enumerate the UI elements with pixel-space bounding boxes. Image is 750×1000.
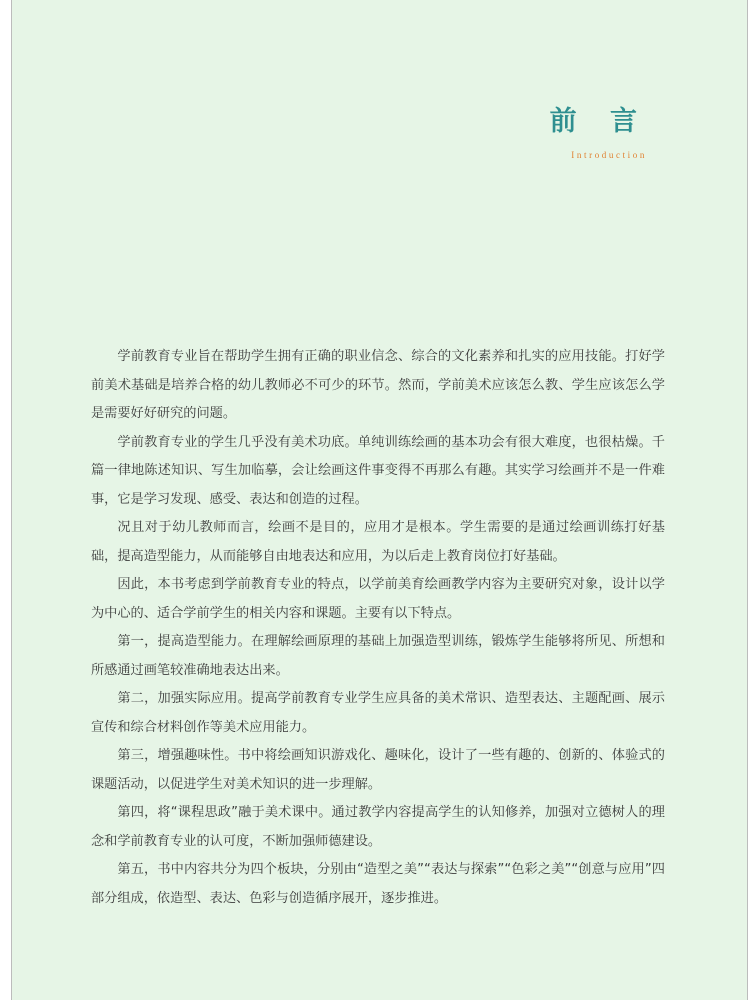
paragraph: 因此，本书考虑到学前教育专业的特点，以学前美育绘画教学内容为主要研究对象，设计以学为中心的、适合学前学生的相关内容和课题。主要有以下特点。 [91, 577, 665, 621]
paragraph: 第四，将“课程思政”融于美术课中。通过教学内容提高学生的认知修养，加强对立德树人的理念和学前教育专业的认可度，不断加强师德建设。 [91, 805, 665, 849]
paragraph: 况且对于幼儿教师而言，绘画不是目的，应用才是根本。学生需要的是通过绘画训练打好基础，提高造型能力，从而能够自由地表达和应用，为以后走上教育岗位打好基础。 [91, 520, 665, 564]
paragraph: 学前教育专业的学生几乎没有美术功底。单纯训练绘画的基本功会有很大难度，也很枯燥。千篇一律地陈述知识、写生加临摹，会让绘画这件事变得不再那么有趣。其实学习绘画并不是一件难事，它是学习发现、感受、表达和创造的过程。 [91, 434, 665, 507]
page-title: 前 言 [549, 106, 649, 137]
paragraph: 学前教育专业旨在帮助学生拥有正确的职业信念、综合的文化素养和扎实的应用技能。打好学前美术基础是培养合格的幼儿教师必不可少的环节。然而，学前美术应该怎么教、学生应该怎么学是需要好好研究的问题。 [91, 349, 665, 421]
document-page [11, 0, 748, 1000]
body-text [91, 343, 665, 913]
paragraph: 第二，加强实际应用。提高学前教育专业学生应具备的美术常识、造型表达、主题配画、展示宣传和综合材料创作等美术应用能力。 [91, 691, 665, 735]
paragraph: 第五，书中内容共分为四个板块，分别由“造型之美”“表达与探索”“色彩之美”“创意与应用”四部分组成，依造型、表达、色彩与创造循序展开，逐步推进。 [91, 862, 665, 906]
page-subtitle: Introduction [571, 150, 647, 160]
paragraph: 第一，提高造型能力。在理解绘画原理的基础上加强造型训练，锻炼学生能够将所见、所想和所感通过画笔较准确地表达出来。 [91, 634, 665, 678]
paragraph: 第三，增强趣味性。书中将绘画知识游戏化、趣味化，设计了一些有趣的、创新的、体验式的课题活动，以促进学生对美术知识的进一步理解。 [91, 748, 665, 792]
